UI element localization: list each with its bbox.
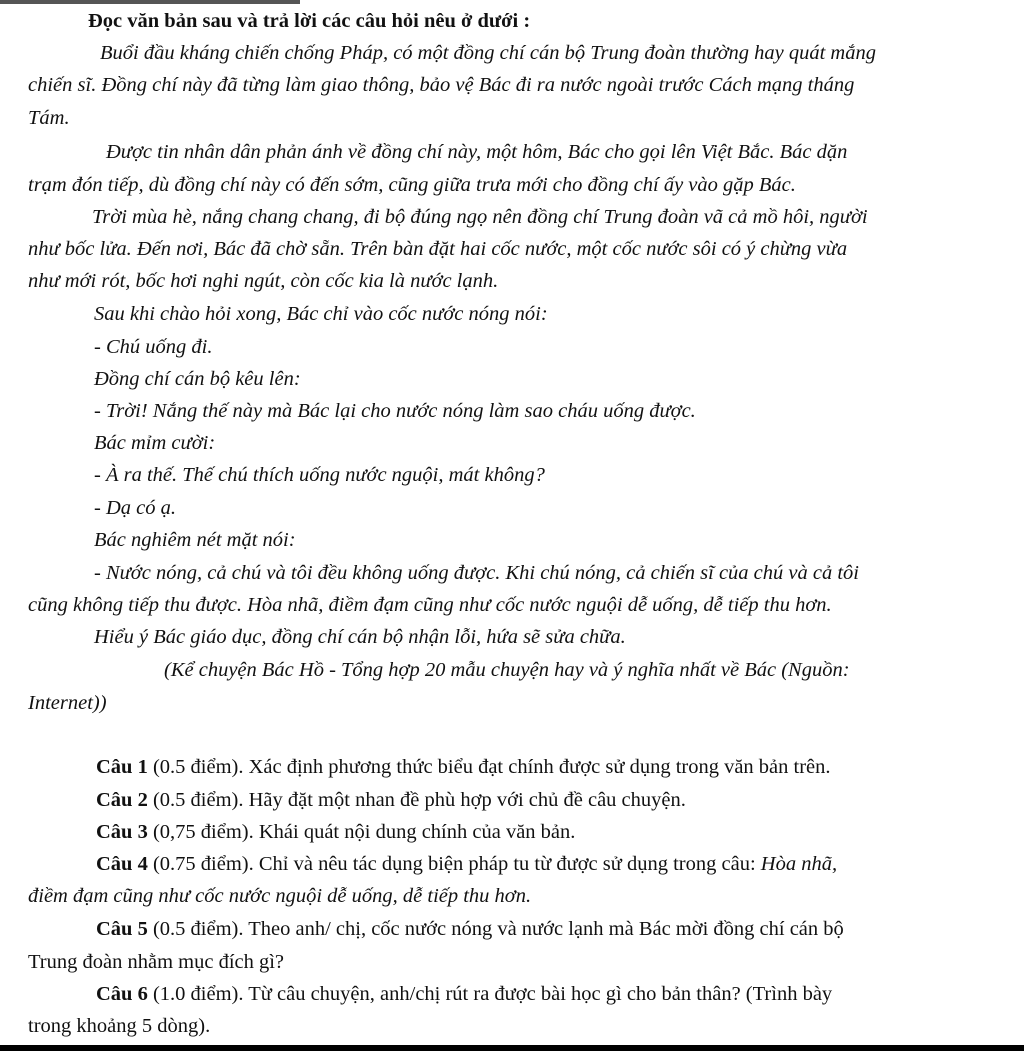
passage-line: - Chú uống đi. bbox=[94, 336, 213, 358]
passage-line: trạm đón tiếp, dù đồng chí này có đến sớm, cũng giữa trưa mới cho đồng chí ấy vào gặp Bác. bbox=[28, 174, 796, 196]
question-text: (0.5 điểm). Theo anh/ chị, cốc nước nóng và nước lạnh mà Bác mời đồng chí cán bộ bbox=[147, 918, 844, 940]
question-1 bbox=[96, 755, 831, 779]
question-text: (0.75 điểm). Chỉ và nêu tác dụng biện pháp tu từ được sử dụng trong câu: bbox=[147, 853, 761, 875]
passage-line: Buổi đầu kháng chiến chống Pháp, có một đồng chí cán bộ Trung đoàn thường hay quát mắng bbox=[100, 42, 876, 64]
document-title: Đọc văn bản sau và trả lời các câu hỏi nêu ở dưới : bbox=[88, 10, 531, 32]
passage-line: chiến sĩ. Đồng chí này đã từng làm giao thông, bảo vệ Bác đi ra nước ngoài trước Cách mạng tháng bbox=[28, 74, 855, 96]
question-label: Câu 4 bbox=[96, 853, 148, 875]
question-4 bbox=[96, 852, 837, 876]
question-label: Câu 6 bbox=[96, 983, 148, 1005]
passage-line: Sau khi chào hỏi xong, Bác chỉ vào cốc nước nóng nói: bbox=[94, 303, 548, 325]
passage-line: Được tin nhân dân phản ánh về đồng chí này, một hôm, Bác cho gọi lên Việt Bắc. Bác dặn bbox=[106, 141, 848, 163]
passage-line: - Dạ có ạ. bbox=[94, 497, 176, 519]
question-2 bbox=[96, 788, 686, 812]
passage-line: như bốc lửa. Đến nơi, Bác đã chờ sẵn. Trên bàn đặt hai cốc nước, một cốc nước sôi có ý chừng vừa bbox=[28, 238, 848, 260]
source-citation: (Kể chuyện Bác Hồ - Tổng hợp 20 mẫu chuyện hay và ý nghĩa nhất về Bác (Nguồn: bbox=[164, 659, 850, 681]
question-label: Câu 5 bbox=[96, 918, 148, 940]
passage-line: - À ra thế. Thế chú thích uống nước nguội, mát không? bbox=[94, 464, 545, 486]
question-5-continuation: Trung đoàn nhằm mục đích gì? bbox=[28, 951, 285, 973]
question-label: Câu 1 bbox=[96, 756, 148, 778]
passage-line: Tám. bbox=[28, 107, 70, 129]
question-6-continuation: trong khoảng 5 dòng). bbox=[28, 1015, 211, 1037]
question-5 bbox=[96, 917, 844, 941]
question-label: Câu 3 bbox=[96, 821, 148, 843]
source-citation: Internet)) bbox=[28, 692, 107, 714]
question-text: (0.5 điểm). Hãy đặt một nhan đề phù hợp với chủ đề câu chuyện. bbox=[147, 789, 686, 811]
passage-line: Hiểu ý Bác giáo dục, đồng chí cán bộ nhận lỗi, hứa sẽ sửa chữa. bbox=[94, 626, 626, 648]
question-text: (1.0 điểm). Từ câu chuyện, anh/chị rút ra được bài học gì cho bản thân? (Trình bày bbox=[147, 983, 833, 1005]
passage-line: như mới rót, bốc hơi nghi ngút, còn cốc kia là nước lạnh. bbox=[28, 270, 499, 292]
question-label: Câu 2 bbox=[96, 789, 148, 811]
question-text: (0.5 điểm). Xác định phương thức biểu đạt chính được sử dụng trong văn bản trên. bbox=[147, 756, 831, 778]
passage-line: - Trời! Nắng thế này mà Bác lại cho nước nóng làm sao cháu uống được. bbox=[94, 400, 696, 422]
question-text: (0,75 điểm). Khái quát nội dung chính của văn bản. bbox=[147, 821, 576, 843]
passage-line: cũng không tiếp thu được. Hòa nhã, điềm đạm cũng như cốc nước nguội dễ uống, dễ tiếp thu hơn. bbox=[28, 594, 832, 616]
question-3 bbox=[96, 820, 575, 844]
question-6 bbox=[96, 982, 832, 1006]
bottom-edge-bar bbox=[0, 1045, 1024, 1051]
passage-line: Bác mỉm cười: bbox=[94, 432, 216, 454]
question-quote: Hòa nhã, bbox=[760, 853, 838, 875]
passage-line: Đồng chí cán bộ kêu lên: bbox=[94, 368, 301, 390]
passage-line: Trời mùa hè, nắng chang chang, đi bộ đúng ngọ nên đồng chí Trung đoàn vã cả mồ hôi, người bbox=[92, 206, 868, 228]
question-4-continuation: điềm đạm cũng như cốc nước nguội dễ uống, dễ tiếp thu hơn. bbox=[28, 885, 532, 907]
passage-line: Bác nghiêm nét mặt nói: bbox=[94, 529, 296, 551]
passage-line: - Nước nóng, cả chú và tôi đều không uống được. Khi chú nóng, cả chiến sĩ của chú và cả tôi bbox=[94, 562, 859, 584]
top-edge-rule bbox=[0, 0, 300, 4]
